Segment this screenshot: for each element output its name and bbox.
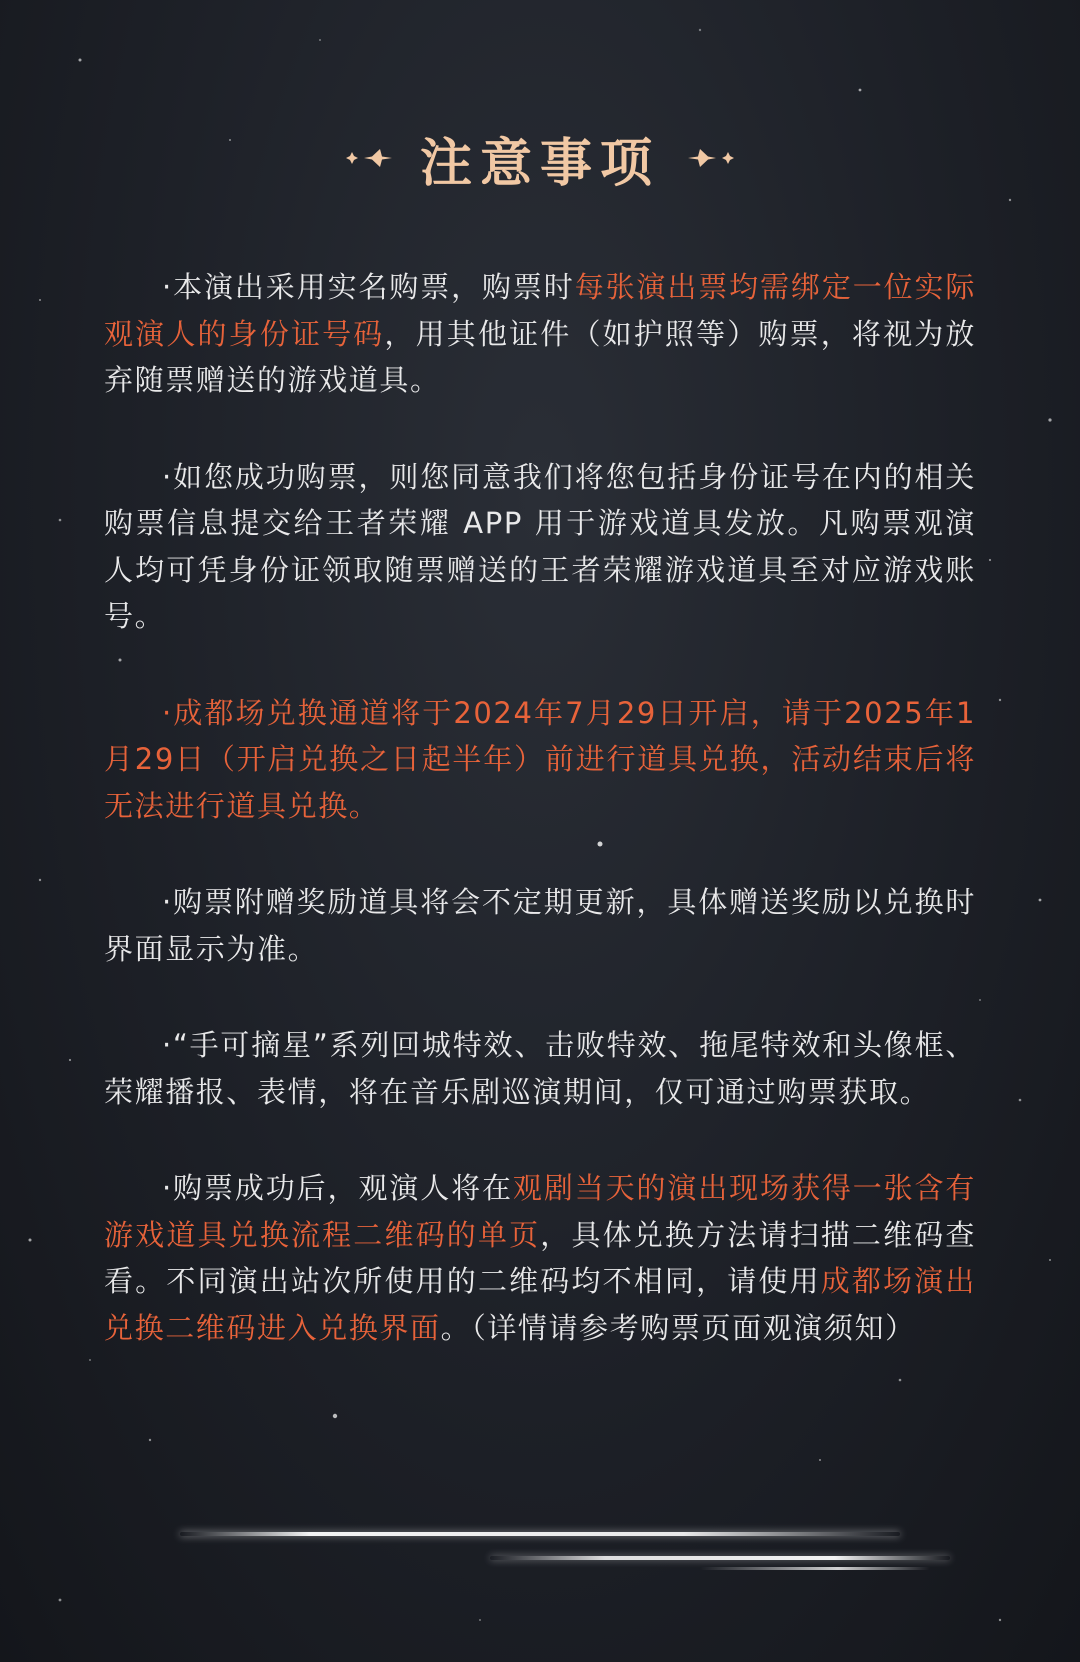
- notice-text: ·本演出采用实名购票，购票时: [162, 270, 575, 304]
- light-streak: [180, 1532, 900, 1536]
- notice-text: 。（详情请参考购票页面观演须知）: [440, 1310, 916, 1345]
- notice-text: ·购票成功后，观演人将在: [162, 1171, 513, 1205]
- page-title: 注意事项: [419, 132, 660, 194]
- notice-highlight: 每张演出票均需绑定一位实际观演人的身份证号码: [104, 270, 976, 351]
- light-streak: [490, 1556, 950, 1560]
- title-bar: [0, 118, 1080, 198]
- notice-text: ，用其他证件（如护照等）购票，将视为放弃随票赠送的游戏道具。: [104, 316, 976, 397]
- notice-item: [104, 690, 976, 830]
- sparkle-icon: [682, 143, 744, 173]
- notice-item: [104, 879, 976, 972]
- notice-highlight: 观剧当天的演出现场获得一张含有游戏道具兑换流程二维码的单页: [104, 1171, 976, 1252]
- sparkle-icon: [336, 143, 398, 173]
- notice-item: [104, 454, 976, 640]
- notice-list: [104, 264, 976, 1401]
- notice-item: [104, 1165, 976, 1351]
- light-streak: [700, 1567, 930, 1570]
- notice-text: ·“手可摘星”系列回城特效、击败特效、拖尾特效和头像框、荣耀播报、表情，将在音乐剧巡演期间，仅可通过购票获取。: [104, 1028, 976, 1109]
- notice-item: [104, 1022, 976, 1115]
- notice-text: ·如您成功购票，则您同意我们将您包括身份证号在内的相关购票信息提交给王者荣耀 APP 用于游戏道具发放。凡购票观演人均可凭身份证领取随票赠送的王者荣耀游戏道具至对应游戏账号。: [104, 459, 976, 633]
- notice-highlight: ·成都场兑换通道将于2024年7月29日开启，请于2025年1月29日（开启兑换之日起半年）前进行道具兑换，活动结束后将无法进行道具兑换。: [104, 695, 976, 823]
- notice-highlight: 成都场演出兑换二维码进入兑换界面: [104, 1264, 976, 1345]
- notice-text: ·购票附赠奖励道具将会不定期更新，具体赠送奖励以兑换时界面显示为准。: [104, 885, 976, 966]
- notice-item: [104, 264, 976, 404]
- notice-text: ，具体兑换方法请扫描二维码查看。不同演出站次所使用的二维码均不相同，请使用: [104, 1217, 976, 1298]
